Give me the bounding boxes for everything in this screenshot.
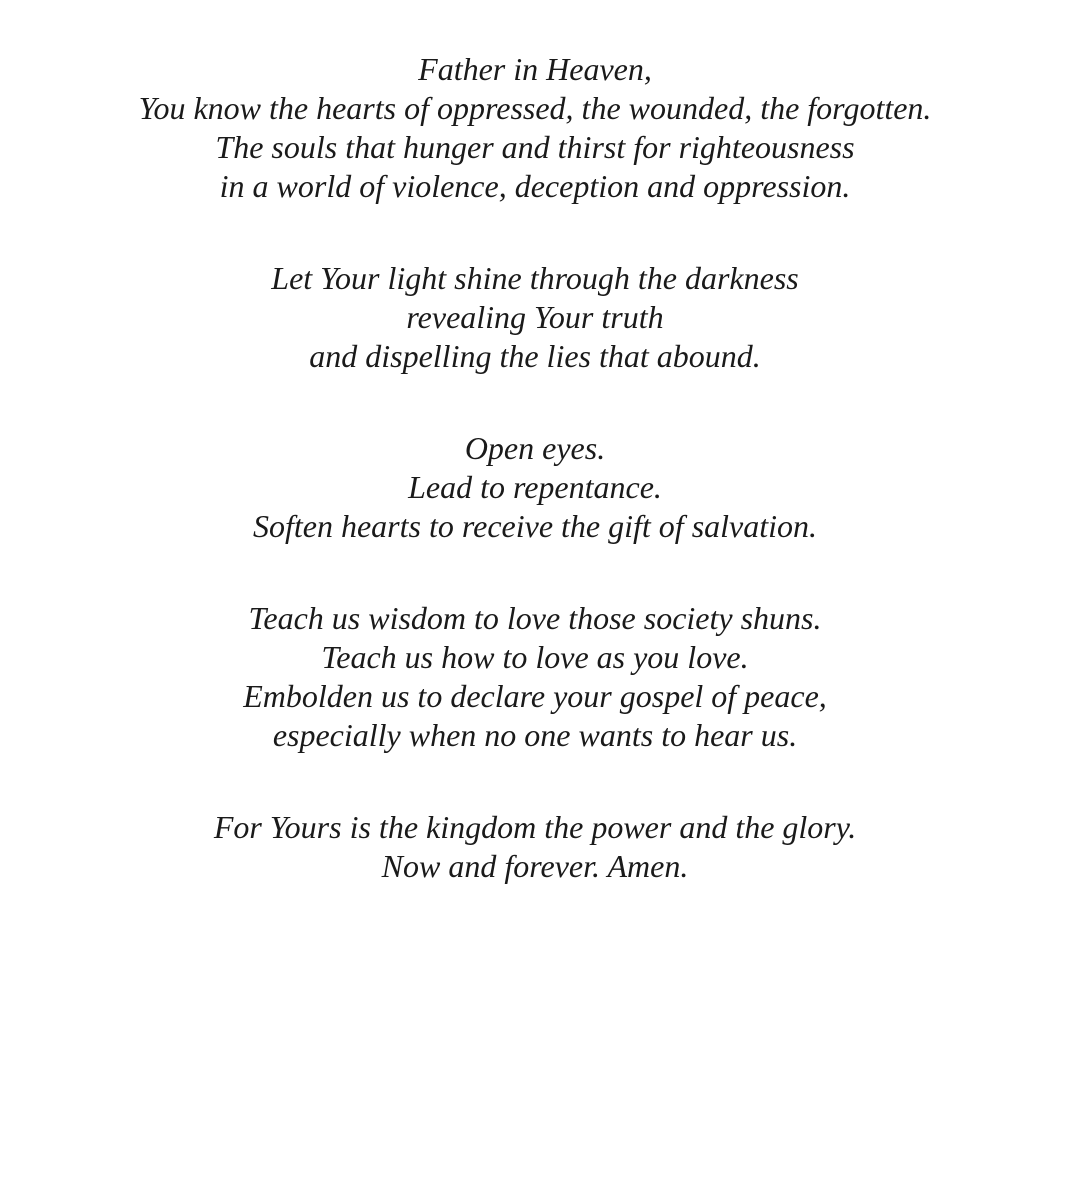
prayer-line: Now and forever. Amen. xyxy=(381,848,689,884)
prayer-line: For Yours is the kingdom the power and the glory. xyxy=(213,809,857,845)
prayer-line: Open eyes. xyxy=(464,430,606,466)
stanza-5 xyxy=(0,808,1070,886)
prayer-line: Teach us wisdom to love those society shuns. xyxy=(248,600,822,636)
prayer-line: The souls that hunger and thirst for righteousness xyxy=(215,129,855,165)
stanza-1 xyxy=(0,50,1070,206)
prayer-line: Teach us how to love as you love. xyxy=(321,639,749,675)
prayer-line: You know the hearts of oppressed, the wounded, the forgotten. xyxy=(138,90,932,126)
prayer-line: especially when no one wants to hear us. xyxy=(272,717,798,753)
prayer-line: revealing Your truth xyxy=(406,299,664,335)
prayer-line: Soften hearts to receive the gift of salvation. xyxy=(252,508,818,544)
prayer-line: Embolden us to declare your gospel of peace, xyxy=(243,678,827,714)
prayer-line: in a world of violence, deception and oppression. xyxy=(219,168,851,204)
stanza-3 xyxy=(0,429,1070,546)
prayer-line: Let Your light shine through the darkness xyxy=(271,260,799,296)
prayer-text xyxy=(0,50,1070,939)
prayer-line: and dispelling the lies that abound. xyxy=(309,338,761,374)
stanza-2 xyxy=(0,259,1070,376)
prayer-line: Lead to repentance. xyxy=(408,469,662,505)
prayer-line: Father in Heaven, xyxy=(418,51,652,87)
stanza-4 xyxy=(0,599,1070,755)
